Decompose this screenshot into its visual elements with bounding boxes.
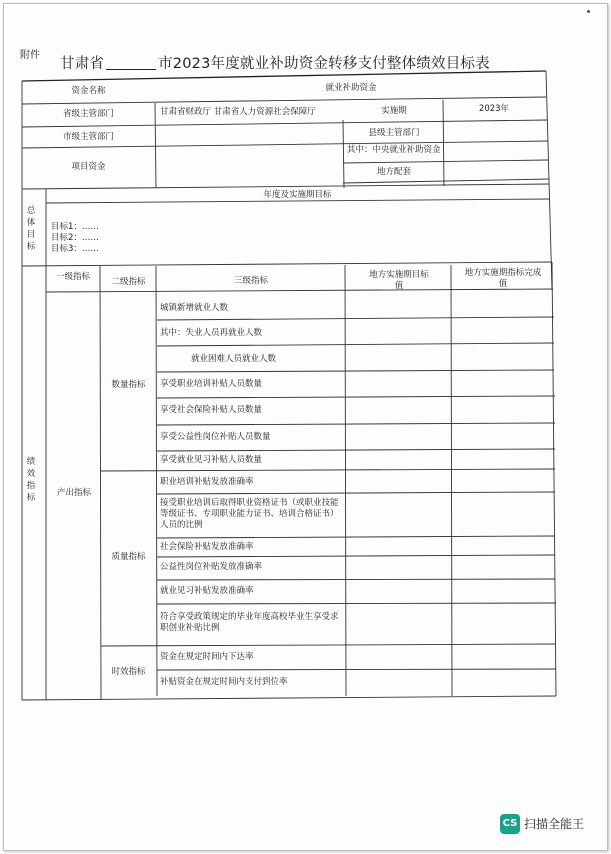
overall-goal-side-label: 总体目标 — [26, 206, 36, 252]
group-quantity-label: 数量指标 — [111, 380, 146, 390]
indicator-item: 享受公益性岗位补贴人员数量 — [160, 432, 271, 442]
indicator-item: 接受职业培训后取得职业资格证书（或职业技能等级证书、专项职业能力证书、培训合格证书）人员的比例 — [160, 498, 339, 530]
local-fund-label: 地方配套 — [376, 167, 411, 177]
county-dept-label: 县级主管部门 — [368, 128, 420, 138]
indicator-item: 职业培训补贴发放准确率 — [160, 477, 254, 487]
header-level2: 二级指标 — [111, 277, 146, 287]
indicator-item: 资金在规定时间内下达率 — [160, 652, 254, 662]
header-target: 地方实施期目标值 — [369, 270, 429, 291]
group-timeliness-label: 时效指标 — [111, 667, 146, 677]
provincial-dept-label: 省级主管部门 — [62, 109, 114, 119]
fund-name-value: 就业补助资金 — [325, 83, 377, 93]
goal-item: 目标2：…… — [51, 233, 99, 243]
city-dept-label: 市级主管部门 — [62, 132, 114, 142]
goal-item: 目标3：…… — [51, 244, 99, 254]
indicator-item: 其中：失业人员再就业人数 — [160, 328, 263, 338]
attachment-label: 附件 — [20, 50, 40, 61]
indicator-item: 补贴资金在规定时间内支付到位率 — [160, 677, 288, 687]
indicator-item: 符合享受政策规定的毕业年度高校毕业生享受求职创业补贴比例 — [160, 612, 339, 633]
header-level3: 三级指标 — [233, 276, 268, 286]
title-blank-line — [106, 57, 156, 70]
level1-output-label: 产出指标 — [56, 488, 91, 498]
period-value: 2023年 — [478, 104, 510, 114]
title-rest: 市2023年度就业补助资金转移支付整体绩效目标表 — [158, 56, 490, 72]
central-fund-label: 其中：中央就业补助资金 — [347, 145, 441, 155]
fund-name-label: 资金名称 — [71, 86, 106, 96]
indicator-item: 享受社会保险补贴人员数量 — [160, 405, 263, 415]
indicator-item: 就业困难人员就业人数 — [191, 354, 277, 364]
title-province: 甘肃省 — [60, 56, 105, 72]
indicator-item: 就业见习补贴发放准确率 — [160, 586, 254, 596]
indicator-item: 享受职业培训补贴人员数量 — [160, 379, 263, 389]
performance-side-label: 绩效指标 — [26, 457, 36, 503]
header-level1: 一级指标 — [56, 272, 91, 282]
page-title — [60, 52, 490, 73]
overall-goal-header: 年度及实施期目标 — [263, 190, 332, 200]
group-quality-label: 质量指标 — [111, 552, 146, 562]
goal-item: 目标1：…… — [51, 222, 99, 232]
scanner-app-name: 扫描全能王 — [524, 817, 585, 831]
header-completion: 地方实施期指标完成值 — [464, 268, 542, 289]
indicator-item: 享受就业见习补贴人员数量 — [160, 455, 263, 465]
indicator-item: 城镇新增就业人数 — [160, 303, 229, 313]
cs-logo-icon: CS — [500, 814, 520, 834]
project-fund-label: 项目资金 — [71, 162, 106, 172]
indicator-item: 公益性岗位补贴发放准确率 — [160, 562, 263, 572]
indicator-item: 社会保险补贴发放准确率 — [160, 542, 254, 552]
period-label: 实施期 — [381, 106, 407, 116]
provincial-dept-value: 甘肃省财政厅 甘肃省人力资源社会保障厅 — [160, 107, 316, 117]
